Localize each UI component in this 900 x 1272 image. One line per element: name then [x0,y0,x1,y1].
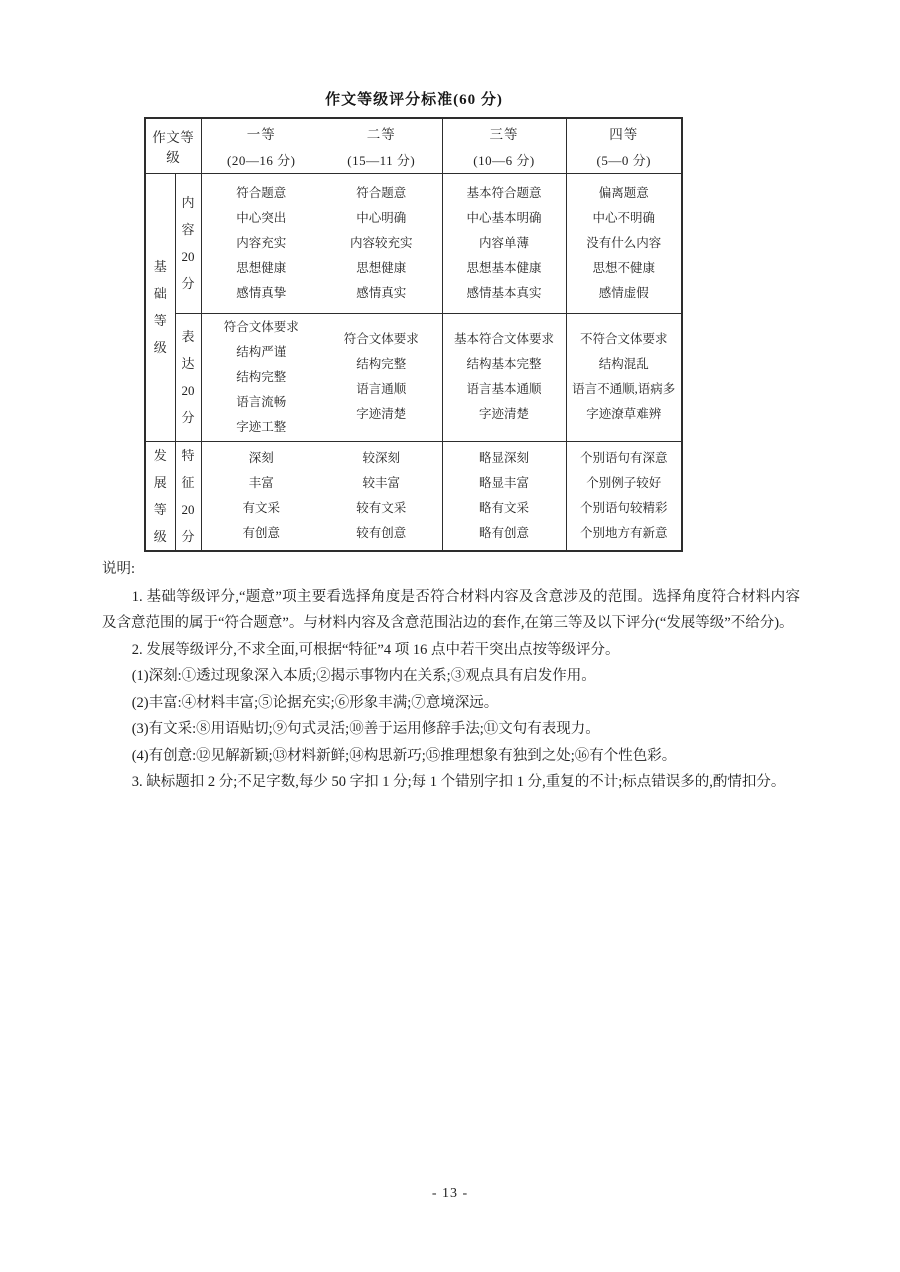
cell-line: 结构完整 [356,357,407,371]
cell-line: 没有什么内容 [586,235,662,250]
cell-line: 感情基本真实 [466,285,542,300]
table-row-development [145,441,682,551]
row-sub-label-feature [175,441,201,551]
note-item: (2)丰富:④材料丰富;⑤论据充实;⑥形象丰满;⑦意境深远。 [131,694,499,711]
corner-header: 作文等级 [145,118,201,173]
note-item: 2. 发展等级评分,不求全面,可根据“特征”4 项 16 点中若干突出点按等级评分。 [131,641,620,658]
cell-line: 字迹清楚 [356,407,407,421]
cell-line: 结构完整 [236,369,287,384]
cell-line: 符合文体要求 [343,332,419,346]
cell-line: 思想不健康 [592,260,655,275]
cell-line: 20 [181,249,195,264]
cell-line: 较丰富 [362,475,400,490]
cell-line: 结构基本完整 [466,357,542,371]
cell-line: 不符合文体要求 [579,332,668,346]
rubric-cell [442,313,566,441]
rubric-cell [442,173,566,313]
cell-line: 语言不通顺,语病多 [572,382,676,396]
notes-section [102,556,800,796]
row-group-label-development [145,441,175,551]
cell-line: 级 [153,340,167,355]
row-sub-label-expression [175,313,201,441]
cell-line: 内容较充实 [349,235,413,250]
cell-line: 表 [181,329,195,344]
row-sub-label-content [175,173,201,313]
cell-line: 基 [153,259,167,274]
cell-line: 略显丰富 [478,475,529,490]
cell-line: 丰富 [248,475,274,490]
cell-line: 基本符合文体要求 [453,332,554,346]
cell-line: 较深刻 [362,450,400,465]
cell-line: 展 [153,474,167,490]
cell-line: 内 [181,195,195,210]
cell-line: 结构严谨 [236,344,287,359]
cell-line: 字迹潦草难辨 [586,407,662,421]
cell-line: 达 [181,356,195,371]
cell-line: 分 [181,528,195,544]
grade-name: 三等 [489,126,519,142]
cell-line: 符合题意 [356,185,407,200]
row-group-label-basic [145,173,175,441]
cell-line: 思想健康 [356,260,407,275]
cell-line: 中心明确 [356,210,407,225]
cell-line: 分 [181,410,195,425]
cell-line: 容 [181,222,195,237]
cell-line: 有文采 [242,500,280,515]
grade-range: (20—16 分) [227,152,296,168]
grade-column-header-1 [201,118,321,173]
cell-line: 个别地方有新意 [579,525,668,540]
rubric-cell [321,313,442,441]
cell-line: 较有创意 [356,525,407,540]
cell-line: 思想基本健康 [466,260,542,275]
cell-line: 偏离题意 [598,185,649,200]
table-row-content [145,173,682,313]
grade-column-header-4 [566,118,682,173]
grade-range: (5—0 分) [596,152,651,168]
cell-line: 感情真实 [356,285,407,300]
cell-line: 感情虚假 [598,285,649,300]
cell-line: 个别语句较精彩 [579,500,668,515]
rubric-cell [321,173,442,313]
cell-line: 分 [181,276,195,291]
grade-range: (15—11 分) [347,152,416,168]
cell-line: 略有文采 [478,500,529,515]
rubric-cell [442,441,566,551]
cell-line: 发 [153,447,167,463]
cell-line: 内容单薄 [478,235,529,250]
cell-line: 基本符合题意 [466,185,542,200]
cell-line: 感情真挚 [236,285,287,300]
cell-line: 特 [181,447,195,463]
table-title: 作文等级评分标准(60 分) [325,92,503,108]
cell-line: 语言基本通顺 [466,382,542,396]
cell-line: 个别语句有深意 [579,450,668,465]
table-row-expression [145,313,682,441]
cell-line: 思想健康 [236,260,287,275]
rubric-cell [566,441,682,551]
grade-range: (10—6 分) [473,152,535,168]
rubric-cell [566,313,682,441]
cell-line: 语言通顺 [356,382,407,396]
header-row [145,118,682,173]
rubric-cell [201,173,321,313]
cell-line: 字迹清楚 [478,407,529,421]
rubric-cell [566,173,682,313]
rubric-cell [321,441,442,551]
cell-line: 20 [181,501,195,517]
cell-line: 深刻 [248,450,274,465]
cell-line: 等 [153,313,167,328]
note-item: 3. 缺标题扣 2 分;不足字数,每少 50 字扣 1 分;每 1 个错别字扣 1 分,重复的不计;标点错误多的,酌情扣分。 [131,774,786,790]
cell-line: 征 [181,474,195,490]
rubric-cell [201,441,321,551]
cell-line: 中心不明确 [592,210,655,225]
note-item: 1. 基础等级评分,“题意”项主要看选择角度是否符合材料内容及含意涉及的范围。选择角度符合材料内容及含意范围的属于“符合题意”。与材料内容及含意范围沾边的套作,在第三等及以下评分(“发展等级”不给分)。 [102,588,800,631]
page-number: - 13 - [431,1186,469,1201]
rubric-cell [201,313,321,441]
note-item: (3)有文采:⑧用语贴切;⑨句式灵活;⑩善于运用修辞手法;⑪文句有表现力。 [131,721,600,737]
cell-line: 级 [153,528,167,544]
cell-line: 础 [153,286,167,301]
cell-line: 中心基本明确 [466,210,542,225]
note-item: (4)有创意:⑫见解新颖;⑬材料新鲜;⑭构思新巧;⑮推理想象有独到之处;⑯有个性色彩。 [131,747,677,764]
grade-name: 四等 [609,126,639,142]
cell-line: 语言流畅 [236,394,287,409]
cell-line: 有创意 [242,525,280,540]
scoring-table [144,117,683,552]
cell-line: 结构混乱 [598,357,649,371]
cell-line: 20 [181,383,195,398]
grade-column-header-2 [321,118,442,173]
note-item: (1)深刻:①透过现象深入本质;②揭示事物内在关系;③观点具有启发作用。 [131,668,596,684]
cell-line: 个别例子较好 [586,475,662,490]
cell-line: 等 [153,501,167,517]
grade-name: 二等 [366,126,396,142]
cell-line: 较有文采 [356,500,407,515]
cell-line: 中心突出 [236,210,287,225]
cell-line: 略显深刻 [478,450,529,465]
cell-line: 符合题意 [236,185,287,200]
cell-line: 字迹工整 [236,419,287,434]
cell-line: 内容充实 [236,235,287,250]
cell-line: 符合文体要求 [223,319,299,334]
grade-column-header-3 [442,118,566,173]
notes-heading: 说明: [102,561,136,577]
grade-name: 一等 [246,126,276,142]
cell-line: 略有创意 [478,525,529,540]
